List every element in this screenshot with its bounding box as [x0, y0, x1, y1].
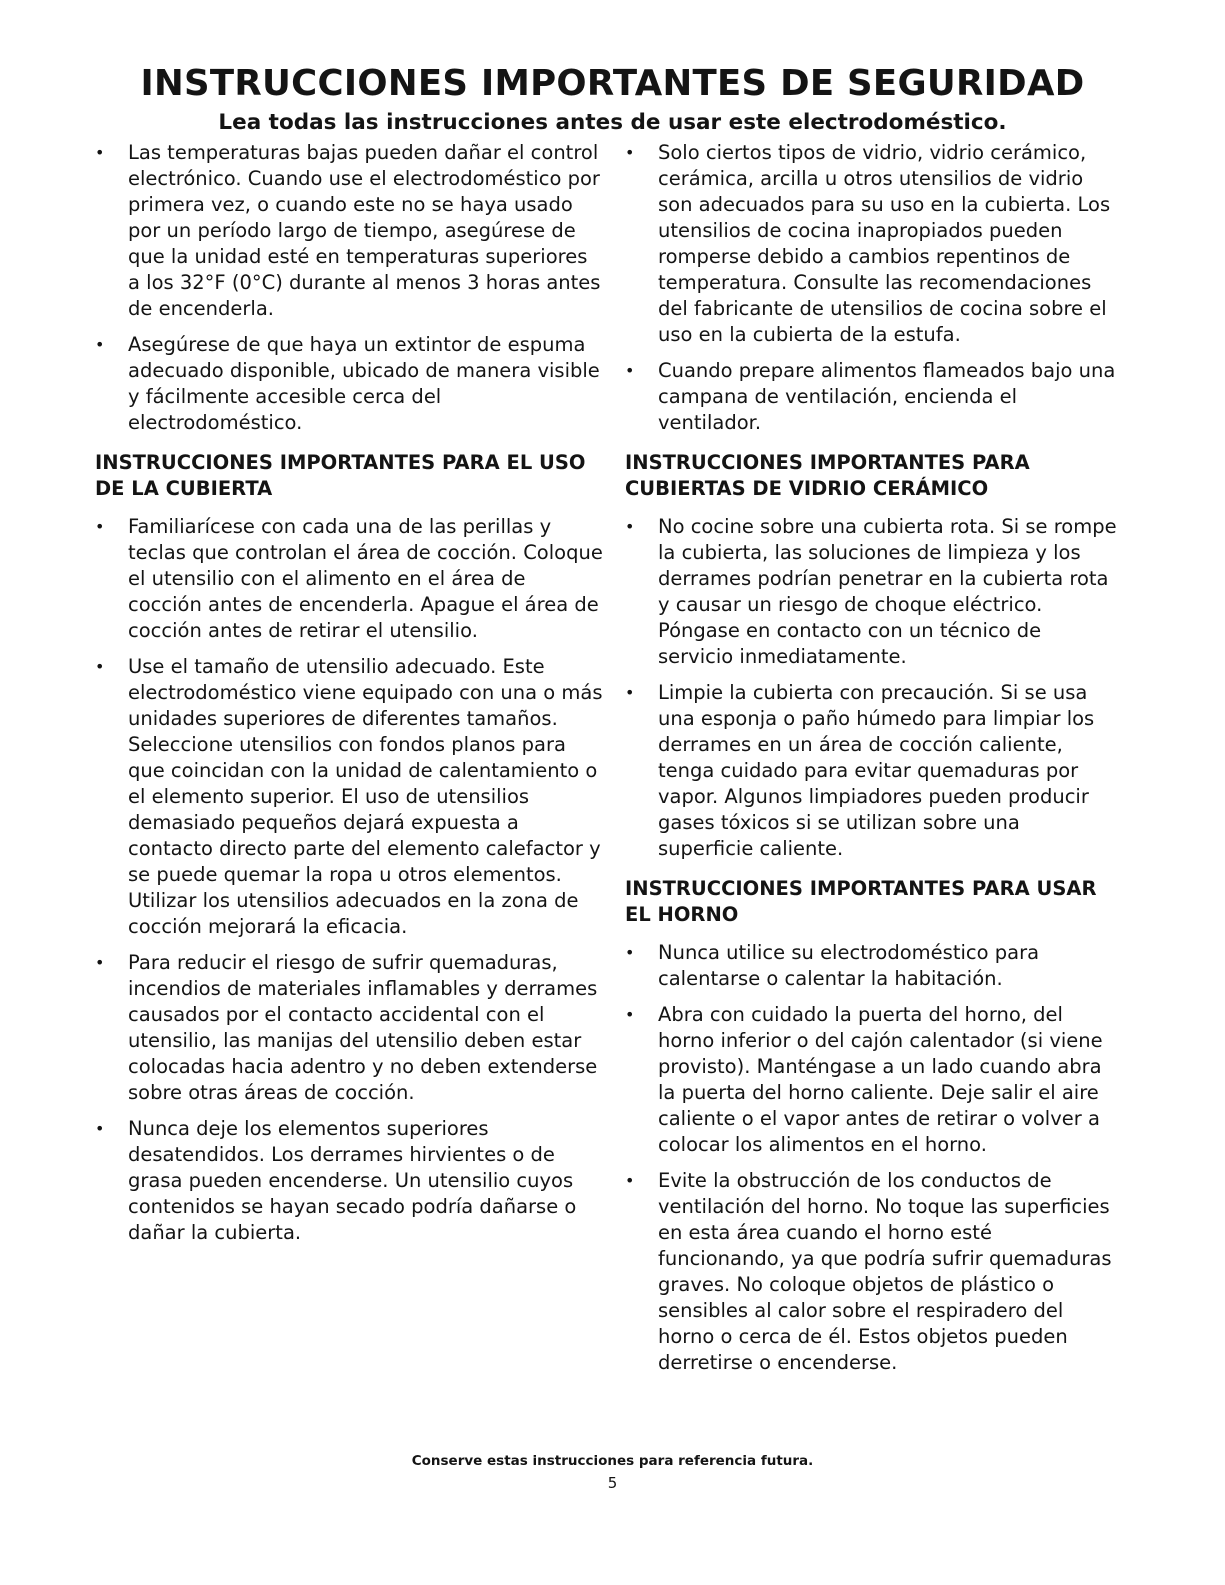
general-safety-list — [95, 140, 605, 436]
cooktop-section-heading: INSTRUCCIONES IMPORTANTES PARA EL USO DE LA CUBIERTA — [95, 451, 586, 500]
list-item — [95, 332, 605, 436]
bullet-icon: • — [625, 943, 635, 962]
list-item — [625, 1168, 1120, 1376]
page-subtitle: Lea todas las instrucciones antes de usar este electrodoméstico. — [218, 110, 1007, 135]
right-column — [625, 140, 1120, 1386]
bullet-icon: • — [625, 143, 635, 162]
list-item — [625, 1002, 1120, 1158]
list-item-text: Nunca utilice su electrodoméstico para calentarse o calentar la habitación. — [658, 941, 1040, 990]
list-item-text: Para reducir el riesgo de sufrir quemaduras, incendios de materiales inflamables y derrames causados por el contacto accidental con el utensilio, las manijas del utensilio deben estar colocadas hacia adentro y no deben extenderse sobre otras áreas de cocción. — [128, 951, 598, 1104]
list-item-text: Cuando prepare alimentos flameados bajo una campana de ventilación, encienda el ventilador. — [658, 359, 1116, 434]
list-item-text: Limpie la cubierta con precaución. Si se usa una esponja o paño húmedo para limpiar los derrames en un área de cocción caliente, tenga cuidado para evitar quemaduras por vapor. Algunos limpiadores pueden producir gases tóxicos si se utilizan sobre una superficie caliente. — [658, 681, 1095, 860]
list-item-text: Use el tamaño de utensilio adecuado. Este electrodoméstico viene equipado con una o más unidades superiores de diferentes tamaños. Seleccione utensilios con fondos planos para que coincidan con la unidad de calentamiento o el elemento superior. El uso de utensilios demasiado pequeños dejará expuesta a contacto directo parte del elemento calefactor y se puede quemar la ropa u otros elementos. Utilizar los utensilios adecuados en la zona de cocción mejorará la eficacia. — [128, 655, 603, 938]
list-item — [95, 1116, 605, 1246]
bullet-icon: • — [625, 361, 635, 380]
list-item — [95, 140, 605, 322]
bullet-icon: • — [95, 1119, 105, 1138]
left-column — [95, 140, 605, 1256]
list-item — [625, 358, 1120, 436]
list-item-text: Las temperaturas bajas pueden dañar el control electrónico. Cuando use el electrodoméstico por primera vez, o cuando este no se haya usado por un período largo de tiempo, asegúrese de que la unidad esté en temperaturas superiores a los 32°F (0°C) durante al menos 3 horas antes de encenderla. — [128, 141, 601, 320]
list-item-text: No cocine sobre una cubierta rota. Si se rompe la cubierta, las soluciones de limpieza y los derrames podrían penetrar en la cubierta rota y causar un riesgo de choque eléctrico. Póngase en contacto con un técnico de servicio inmediatamente. — [658, 515, 1117, 668]
bullet-icon: • — [625, 1171, 635, 1190]
list-item-text: Asegúrese de que haya un extintor de espuma adecuado disponible, ubicado de manera visible y fácilmente accesible cerca del electrodoméstico. — [128, 333, 600, 434]
list-item — [95, 950, 605, 1106]
bullet-icon: • — [95, 953, 105, 972]
bullet-icon: • — [95, 517, 105, 536]
list-item — [625, 140, 1120, 348]
bullet-icon: • — [95, 657, 105, 676]
list-item-text: Evite la obstrucción de los conductos de ventilación del horno. No toque las superficies en esta área cuando el horno esté funcionando, ya que podría sufrir quemaduras graves. No coloque objetos de plástico o sensibles al calor sobre el respiradero del horno o cerca de él. Estos objetos pueden derretirse o encenderse. — [658, 1169, 1112, 1374]
list-item — [625, 680, 1120, 862]
list-item-text: Solo ciertos tipos de vidrio, vidrio cerámico, cerámica, arcilla u otros utensilios de vidrio son adecuados para su uso en la cubierta. Los utensilios de cocina inapropiados pueden romperse debido a cambios repentinos de temperatura. Consulte las recomendaciones del fabricante de utensilios de cocina sobre el uso en la cubierta de la estufa. — [658, 141, 1111, 346]
oven-section-heading: INSTRUCCIONES IMPORTANTES PARA USAR EL HORNO — [625, 877, 1097, 926]
cookware-safety-list — [625, 140, 1120, 436]
page-number: 5 — [607, 1474, 618, 1492]
bullet-icon: • — [625, 683, 635, 702]
oven-instructions-list — [625, 940, 1120, 1376]
bullet-icon: • — [95, 335, 105, 354]
list-item-text: Abra con cuidado la puerta del horno, del horno inferior o del cajón calentador (si viene provisto). Manténgase a un lado cuando abra la puerta del horno caliente. Deje salir el aire caliente o el vapor antes de retirar o volver a colocar los alimentos en el horno. — [658, 1003, 1103, 1156]
bullet-icon: • — [625, 1005, 635, 1024]
list-item — [625, 514, 1120, 670]
bullet-icon: • — [95, 143, 105, 162]
list-item — [95, 654, 605, 940]
page-title: INSTRUCCIONES IMPORTANTES DE SEGURIDAD — [140, 63, 1085, 104]
cooktop-instructions-list — [95, 514, 605, 1246]
glass-ceramic-instructions-list — [625, 514, 1120, 862]
bullet-icon: • — [625, 517, 635, 536]
glass-ceramic-section-heading: INSTRUCCIONES IMPORTANTES PARA CUBIERTAS DE VIDRIO CERÁMICO — [625, 451, 1030, 500]
list-item — [95, 514, 605, 644]
footer-note: Conserve estas instrucciones para referencia futura. — [411, 1453, 814, 1469]
list-item-text: Familiarícese con cada una de las perillas y teclas que controlan el área de cocción. Coloque el utensilio con el alimento en el área de cocción antes de encenderla. Apague el área de cocción antes de retirar el utensilio. — [128, 515, 603, 642]
list-item-text: Nunca deje los elementos superiores desatendidos. Los derrames hirvientes o de grasa pueden encenderse. Un utensilio cuyos contenidos se hayan secado podría dañarse o dañar la cubierta. — [128, 1117, 577, 1244]
list-item — [625, 940, 1120, 992]
